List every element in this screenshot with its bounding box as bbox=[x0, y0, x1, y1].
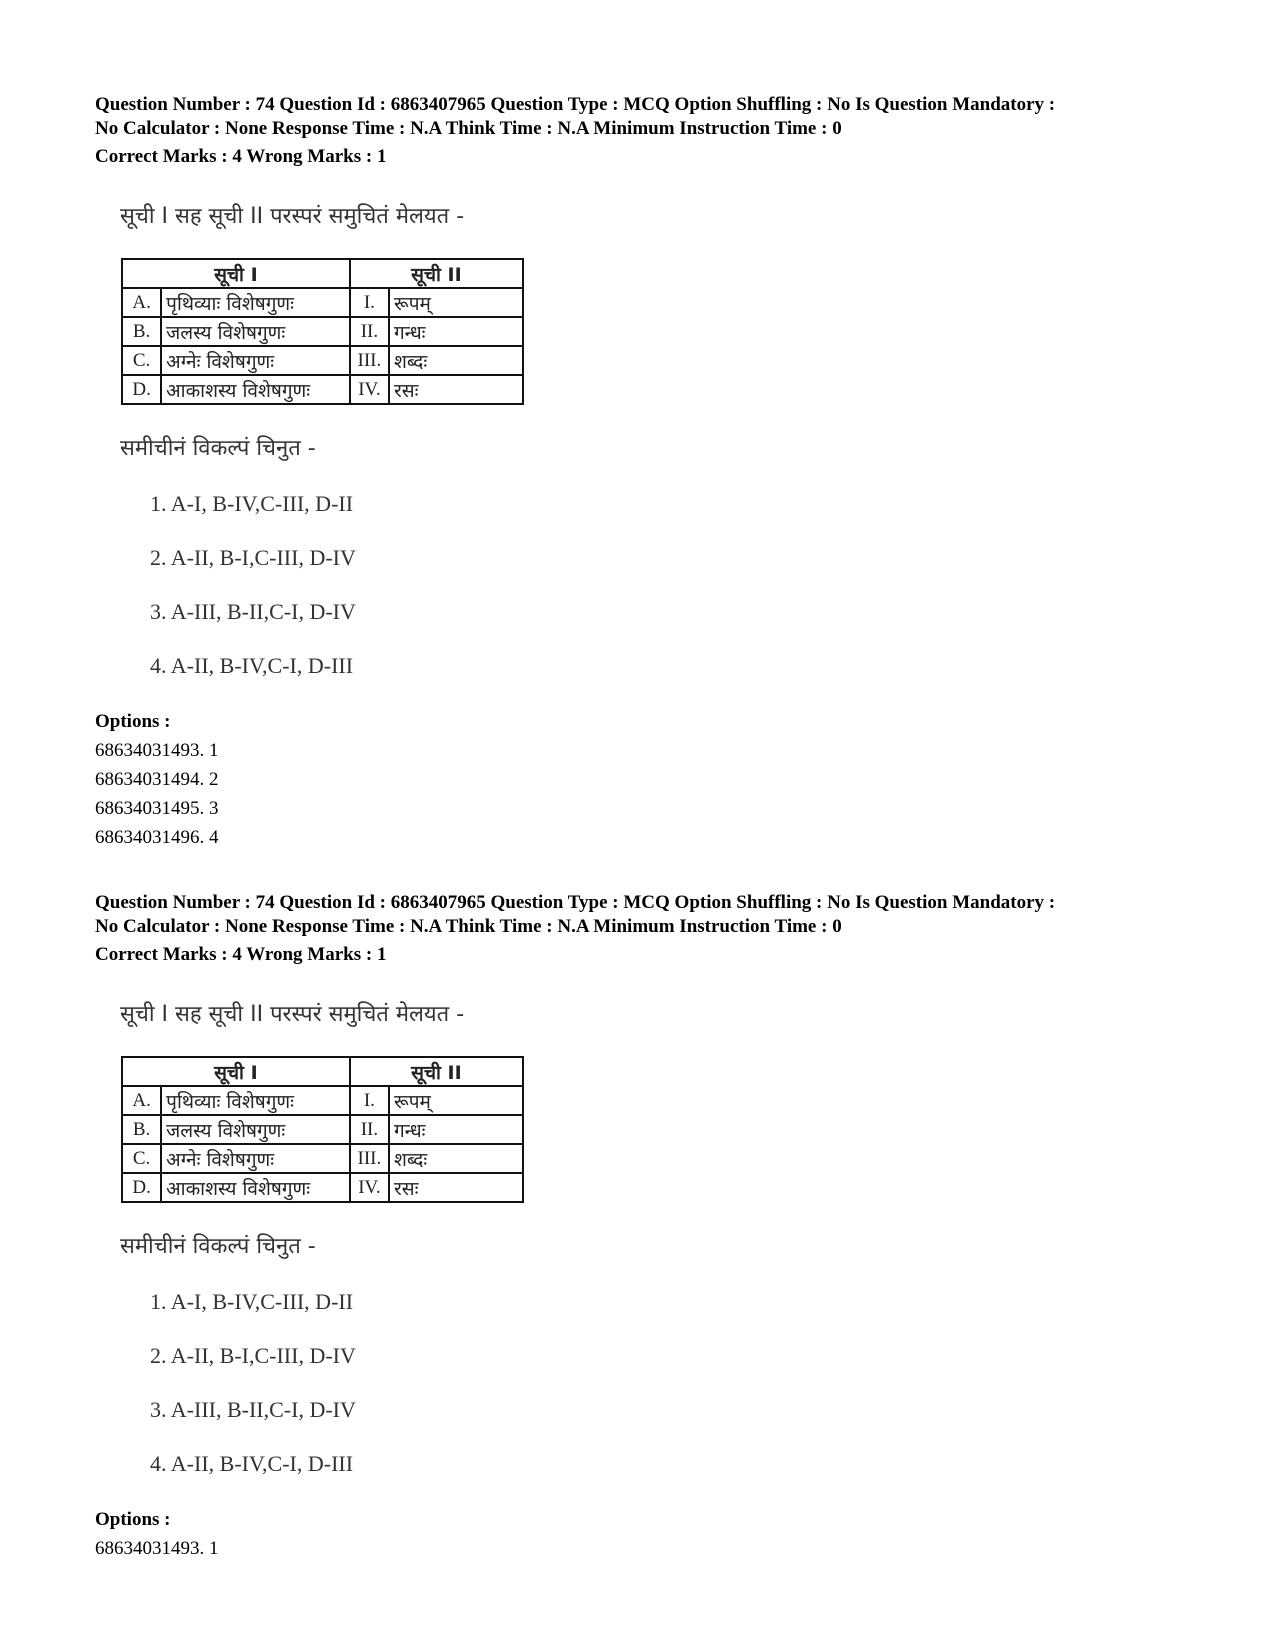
table-row bbox=[122, 1086, 523, 1115]
match-table bbox=[121, 258, 524, 405]
list1-value: आकाशस्य विशेषगुणः bbox=[161, 375, 350, 404]
list1-key: D. bbox=[122, 375, 161, 404]
list2-value: गन्धः bbox=[389, 1115, 523, 1144]
question-prompt: समीचीनं विकल्पं चिनुत - bbox=[120, 436, 316, 461]
question-intro: सूची I सह सूची II परस्परं समुचितं मेलयत - bbox=[120, 1002, 465, 1027]
table-row bbox=[122, 375, 523, 404]
list2-key: III. bbox=[350, 346, 389, 375]
question-intro: सूची I सह सूची II परस्परं समुचितं मेलयत - bbox=[120, 204, 465, 229]
answer-choice: 2. A-II, B-I,C-III, D-IV bbox=[150, 1343, 356, 1368]
list2-value: शब्दः bbox=[389, 1144, 523, 1173]
question-meta bbox=[95, 891, 1205, 939]
list1-value: पृथिव्याः विशेषगुणः bbox=[161, 1086, 350, 1115]
option-id: 68634031494. 2 bbox=[95, 769, 219, 790]
answer-choice: 3. A-III, B-II,C-I, D-IV bbox=[150, 599, 356, 624]
list1-value: आकाशस्य विशेषगुणः bbox=[161, 1173, 350, 1202]
list2-header: सूची II bbox=[350, 259, 523, 288]
option-id: 68634031496. 4 bbox=[95, 827, 219, 848]
option-id: 68634031493. 1 bbox=[95, 740, 219, 761]
list2-key: I. bbox=[350, 288, 389, 317]
answer-choice: 3. A-III, B-II,C-I, D-IV bbox=[150, 1397, 356, 1422]
option-id: 68634031495. 3 bbox=[95, 798, 219, 819]
list1-value: पृथिव्याः विशेषगुणः bbox=[161, 288, 350, 317]
list2-value: रसः bbox=[389, 1173, 523, 1202]
list2-key: III. bbox=[350, 1144, 389, 1173]
list1-key: B. bbox=[122, 1115, 161, 1144]
list1-key: A. bbox=[122, 1086, 161, 1115]
list2-value: शब्दः bbox=[389, 346, 523, 375]
list1-value: अग्नेः विशेषगुणः bbox=[161, 1144, 350, 1173]
list1-value: जलस्य विशेषगुणः bbox=[161, 317, 350, 346]
question-meta-line: Question Number : 74 Question Id : 6863407965 Question Type : MCQ Option Shuffling : No Is Question Mandatory : bbox=[95, 94, 1056, 115]
list2-key: II. bbox=[350, 317, 389, 346]
list1-key: C. bbox=[122, 346, 161, 375]
list2-value: रूपम् bbox=[389, 288, 523, 317]
list2-header: सूची II bbox=[350, 1057, 523, 1086]
match-table bbox=[121, 1056, 524, 1203]
options-label: Options : bbox=[95, 1509, 171, 1530]
answer-choice: 4. A-II, B-IV,C-I, D-III bbox=[150, 1451, 354, 1476]
question-meta-line: Question Number : 74 Question Id : 6863407965 Question Type : MCQ Option Shuffling : No Is Question Mandatory : bbox=[95, 892, 1056, 913]
question-meta-line: No Calculator : None Response Time : N.A Think Time : N.A Minimum Instruction Time : 0 bbox=[95, 118, 842, 139]
answer-choice: 1. A-I, B-IV,C-III, D-II bbox=[150, 491, 354, 516]
list1-value: जलस्य विशेषगुणः bbox=[161, 1115, 350, 1144]
table-row bbox=[122, 288, 523, 317]
answer-choice: 4. A-II, B-IV,C-I, D-III bbox=[150, 653, 354, 678]
list1-key: D. bbox=[122, 1173, 161, 1202]
question-meta bbox=[95, 93, 1205, 141]
answer-choice: 2. A-II, B-I,C-III, D-IV bbox=[150, 545, 356, 570]
table-header-row bbox=[122, 259, 523, 288]
question-meta-line: No Calculator : None Response Time : N.A Think Time : N.A Minimum Instruction Time : 0 bbox=[95, 916, 842, 937]
table-row bbox=[122, 1144, 523, 1173]
list2-key: I. bbox=[350, 1086, 389, 1115]
list2-key: IV. bbox=[350, 1173, 389, 1202]
list2-key: IV. bbox=[350, 375, 389, 404]
list1-key: B. bbox=[122, 317, 161, 346]
list1-value: अग्नेः विशेषगुणः bbox=[161, 346, 350, 375]
marks-line: Correct Marks : 4 Wrong Marks : 1 bbox=[95, 944, 387, 965]
marks-line: Correct Marks : 4 Wrong Marks : 1 bbox=[95, 146, 387, 167]
list2-value: गन्धः bbox=[389, 317, 523, 346]
answer-choice: 1. A-I, B-IV,C-III, D-II bbox=[150, 1289, 354, 1314]
list2-value: रूपम् bbox=[389, 1086, 523, 1115]
table-header-row bbox=[122, 1057, 523, 1086]
table-row bbox=[122, 346, 523, 375]
list2-value: रसः bbox=[389, 375, 523, 404]
list2-key: II. bbox=[350, 1115, 389, 1144]
list1-key: A. bbox=[122, 288, 161, 317]
option-id: 68634031493. 1 bbox=[95, 1538, 219, 1559]
question-prompt: समीचीनं विकल्पं चिनुत - bbox=[120, 1234, 316, 1259]
list1-header: सूची I bbox=[122, 1057, 350, 1086]
table-row bbox=[122, 1115, 523, 1144]
table-row bbox=[122, 317, 523, 346]
options-label: Options : bbox=[95, 711, 171, 732]
table-row bbox=[122, 1173, 523, 1202]
list1-header: सूची I bbox=[122, 259, 350, 288]
list1-key: C. bbox=[122, 1144, 161, 1173]
